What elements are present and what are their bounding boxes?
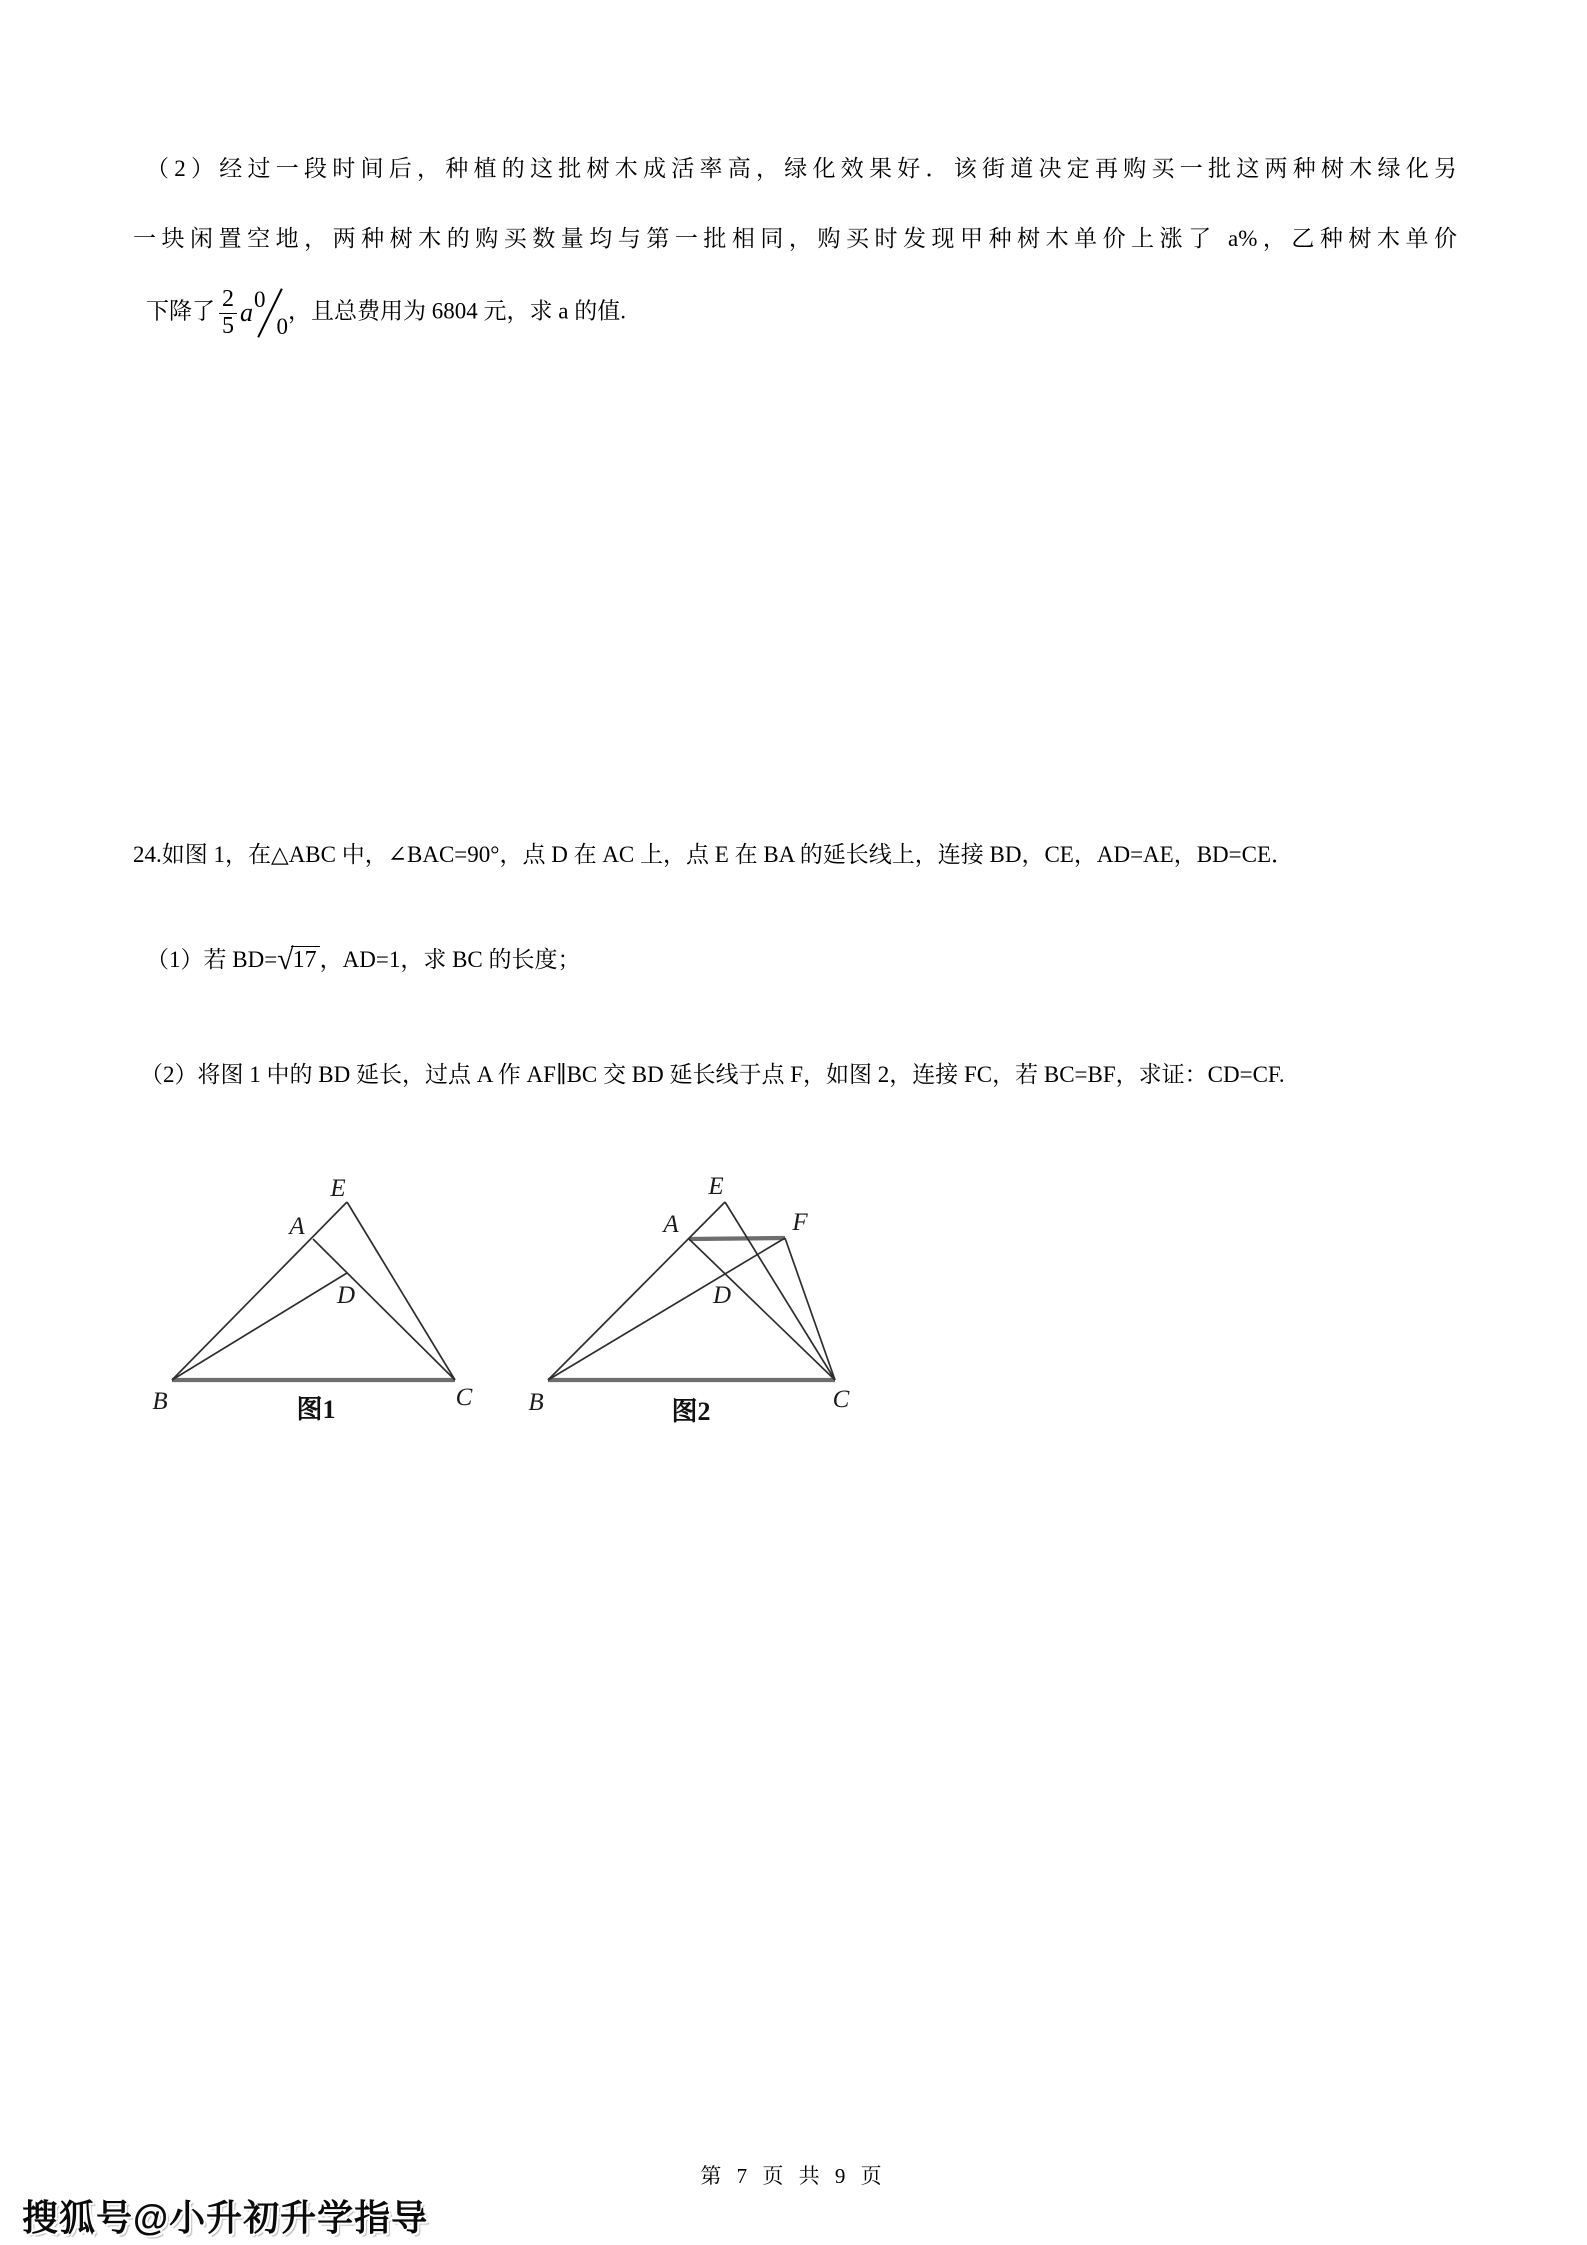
fig2-segment-EC [725,1202,835,1380]
geometry-figures [130,1160,900,1440]
part2-line3-prefix: 下降了 [146,298,215,324]
fig1-label-C: C [455,1384,473,1411]
question-24-stem: 24.如图 1，在△ABC 中，∠BAC=90°，点 D 在 AC 上，点 E 在 BA 的延长线上，连接 BD，CE，AD=AE，BD=CE． [133,842,1295,867]
fraction-numerator: 2 [222,286,234,313]
fig2-caption: 图2 [671,1397,711,1426]
variable-a: a [240,298,253,328]
part2-line2: 一块闲置空地，两种树木的购买数量均与第一批相同，购买时发现甲种树木单价上涨了 a%，乙种树木单价 [133,226,1457,251]
fig2-label-C: C [832,1386,850,1413]
fraction-denominator: 5 [219,313,237,339]
fig2-segment-AF [689,1238,785,1239]
radical-sign: √ [277,943,294,976]
fig2-label-A: A [663,1211,679,1238]
fig2-segment-BF [548,1238,785,1380]
fig2-label-D: D [712,1282,732,1309]
fig1-label-A: A [289,1213,305,1240]
fig1-caption: 图1 [296,1395,336,1424]
percent-bottom-zero: 0 [276,313,288,339]
fig2-segment-FC [785,1238,835,1380]
fraction-two-fifths [219,287,237,338]
radicand-17: 17 [291,946,320,973]
question-24-part2: （2）将图 1 中的 BD 延长，过点 A 作 AF∥BC 交 BD 延长线于点 F，如图 2，连接 FC，若 BC=BF，求证：CD=CF. [140,1062,1285,1087]
percent-symbol [254,285,288,341]
fig1-segment-BD [172,1273,347,1380]
fig2-label-B: B [528,1389,544,1416]
fig2-label-F: F [792,1209,808,1236]
fig2-label-E: E [708,1173,724,1200]
watermark-text: 搜狐号@小升初升学指导 [22,2197,429,2238]
fig1-label-E: E [330,1175,346,1202]
part2-line1: （2）经过一段时间后，种植的这批树木成活率高，绿化效果好．该街道决定再购买一批这两种树木绿化另 [146,156,1457,181]
fig1-segment-AC [313,1239,455,1380]
q24-part1-prefix: （1）若 BD= [146,947,278,972]
q24-part1-suffix: ，AD=1，求 BC 的长度； [319,947,581,972]
part2-line3-suffix: ，且总费用为 6804 元，求 a 的值. [288,298,626,324]
fig1-label-D: D [336,1282,356,1309]
fig1-label-B: B [152,1388,168,1415]
figure-2 [528,1173,849,1426]
fig2-segment-BE [548,1202,725,1380]
fig1-segment-EC [347,1202,455,1380]
percent-top-zero: 0 [254,287,266,312]
fig1-segment-BE [172,1202,347,1380]
sqrt-17 [277,943,319,976]
fig2-segment-AC [689,1239,835,1380]
part2-line3 [146,285,626,341]
page-footer: 第 7 页 共 9 页 [700,2164,887,2188]
question-24-part1 [146,938,581,982]
figure-1 [152,1175,472,1424]
